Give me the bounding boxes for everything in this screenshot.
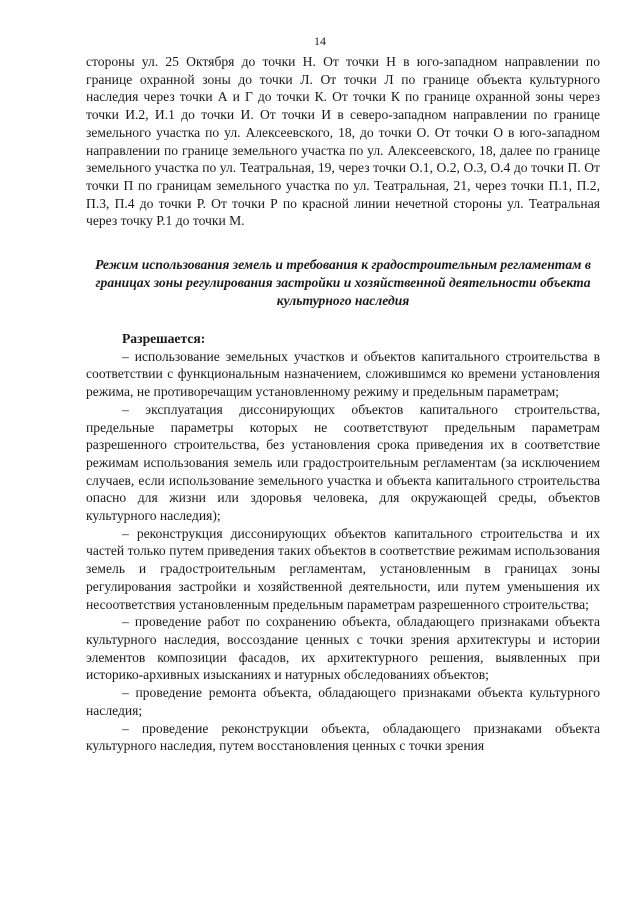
page-number: 14 <box>314 34 326 48</box>
page-content <box>86 53 600 755</box>
list-item: – проведение работ по сохранению объекта, обладающего признаками объекта культурного наследия, воссоздание ценных с точки зрения архитектуры и истории элементов композиции фасадов, их архитектурного решения, выявленных при историко-архивных изысканиях и натурных обследованиях объектов; <box>86 614 600 683</box>
section-heading: Режим использования земель и требования к градостроительным регламентам в границах зоны регулирования застройки и хозяйственной деятельности объекта культурного наследия <box>95 257 591 309</box>
list-item: – проведение реконструкции объекта, обладающего признаками объекта культурного наследия, путем восстановления ценных с точки зрения <box>86 720 600 754</box>
intro-paragraph: стороны ул. 25 Октября до точки Н. От точки Н в юго-западном направлении по границе охранной зоны до точки Л. От точки Л по границе объекта культурного наследия через точки А и Г до точки К. От точки К по границе охранной зоны через точки И.2, И.1 до точки И. От точки И в северо-западном направлении по границе земельного участка по ул. Алексеевского, 18, до точки О. От точки О в юго-западном направлении по границе земельного участка по ул. Алексеевского, 18, далее по границе земельного участка по ул. Театральная, 19, через точки О.1, О.2, О.3, О.4 до точки П. От точки П по границам земельного участка по ул. Театральная, 21, через точки П.1, П.2, П.3, П.4 до точки Р. От точки Р по красной линии нечетной стороны ул. Театральная через точку Р.1 до точки М. <box>86 54 600 229</box>
list-item: – эксплуатация диссонирующих объектов капитального строительства, предельные параметры которых не соответствуют предельным параметрам разрешенного строительства, без установления срока приведения их в соответствие режимам использования земель или градостроительным регламентам (за исключением случаев, если использование земельного участка и объекта капитального строительства опасно для жизни или здоровья человека, для окружающей среды, объектов культурного наследия); <box>86 401 600 524</box>
list-item: – реконструкция диссонирующих объектов капитального строительства и их частей только путем приведения таких объектов в соответствие режимам использования земель и градостроительным регламентам, установленным в границах зоны регулирования застройки и хозяйственной деятельности, или путем уменьшения их несоответствия установленным предельным параметрам разрешенного строительства; <box>86 525 600 612</box>
list-item: – проведение ремонта объекта, обладающего признаками объекта культурного наследия; <box>86 685 600 718</box>
permitted-label: Разрешается: <box>122 331 206 347</box>
list-item: – использование земельных участков и объектов капитального строительства в соответствии с функциональным назначением, сложившимся ко времени установления режима, не противоречащим установленному режиму и предельным параметрам; <box>86 348 600 400</box>
